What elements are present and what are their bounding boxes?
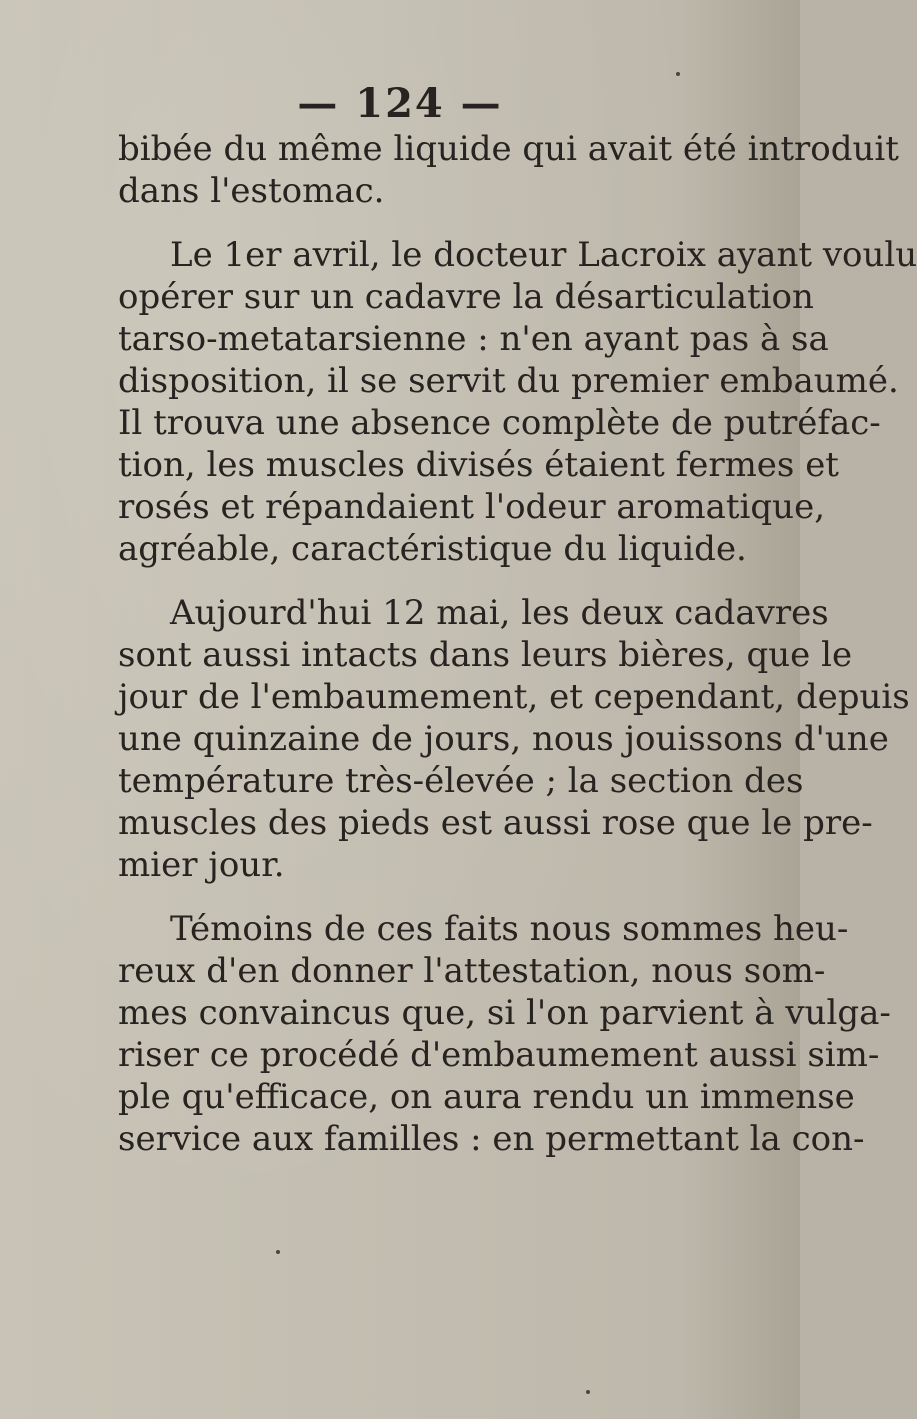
text-line: mier jour. <box>118 845 285 885</box>
text-line: température très-élevée ; la section des <box>118 761 804 801</box>
paper-speck <box>586 1390 590 1394</box>
text-line: mes convaincus que, si l'on parvient à vulga- <box>118 993 891 1033</box>
text-line: riser ce procédé d'embaumement aussi sim- <box>118 1035 880 1075</box>
text-line: ple qu'efficace, on aura rendu un immense <box>118 1077 855 1117</box>
text-line: Il trouva une absence complète de putréfac- <box>118 403 881 443</box>
text-line: une quinzaine de jours, nous jouissons d'une <box>118 719 889 759</box>
text-line: dans l'estomac. <box>118 171 385 211</box>
text-line: Témoins de ces faits nous sommes heu- <box>170 909 849 949</box>
text-line: tion, les muscles divisés étaient fermes et <box>118 445 839 485</box>
text-line: Le 1er avril, le docteur Lacroix ayant voulu <box>170 235 917 275</box>
text-line: sont aussi intacts dans leurs bières, que le <box>118 635 853 675</box>
text-line: Aujourd'hui 12 mai, les deux cadavres <box>170 593 829 633</box>
text-line: tarso-metatarsienne : n'en ayant pas à sa <box>118 319 829 359</box>
text-line: agréable, caractéristique du liquide. <box>118 529 747 569</box>
text-line: service aux familles : en permettant la con- <box>118 1119 865 1159</box>
body-text <box>118 128 917 1160</box>
text-line: muscles des pieds est aussi rose que le pre- <box>118 803 873 843</box>
text-line: opérer sur un cadavre la désarticulation <box>118 277 814 317</box>
text-line: disposition, il se servit du premier embaumé. <box>118 361 899 401</box>
text-line: jour de l'embaumement, et cependant, depuis <box>118 677 910 717</box>
page-number: — 124 — <box>297 80 503 127</box>
paper-speck <box>276 1250 280 1254</box>
paper-speck <box>676 72 680 76</box>
text-line: reux d'en donner l'attestation, nous som- <box>118 951 826 991</box>
text-line: bibée du même liquide qui avait été introduit <box>118 129 899 169</box>
text-line: rosés et répandaient l'odeur aromatique, <box>118 487 826 527</box>
